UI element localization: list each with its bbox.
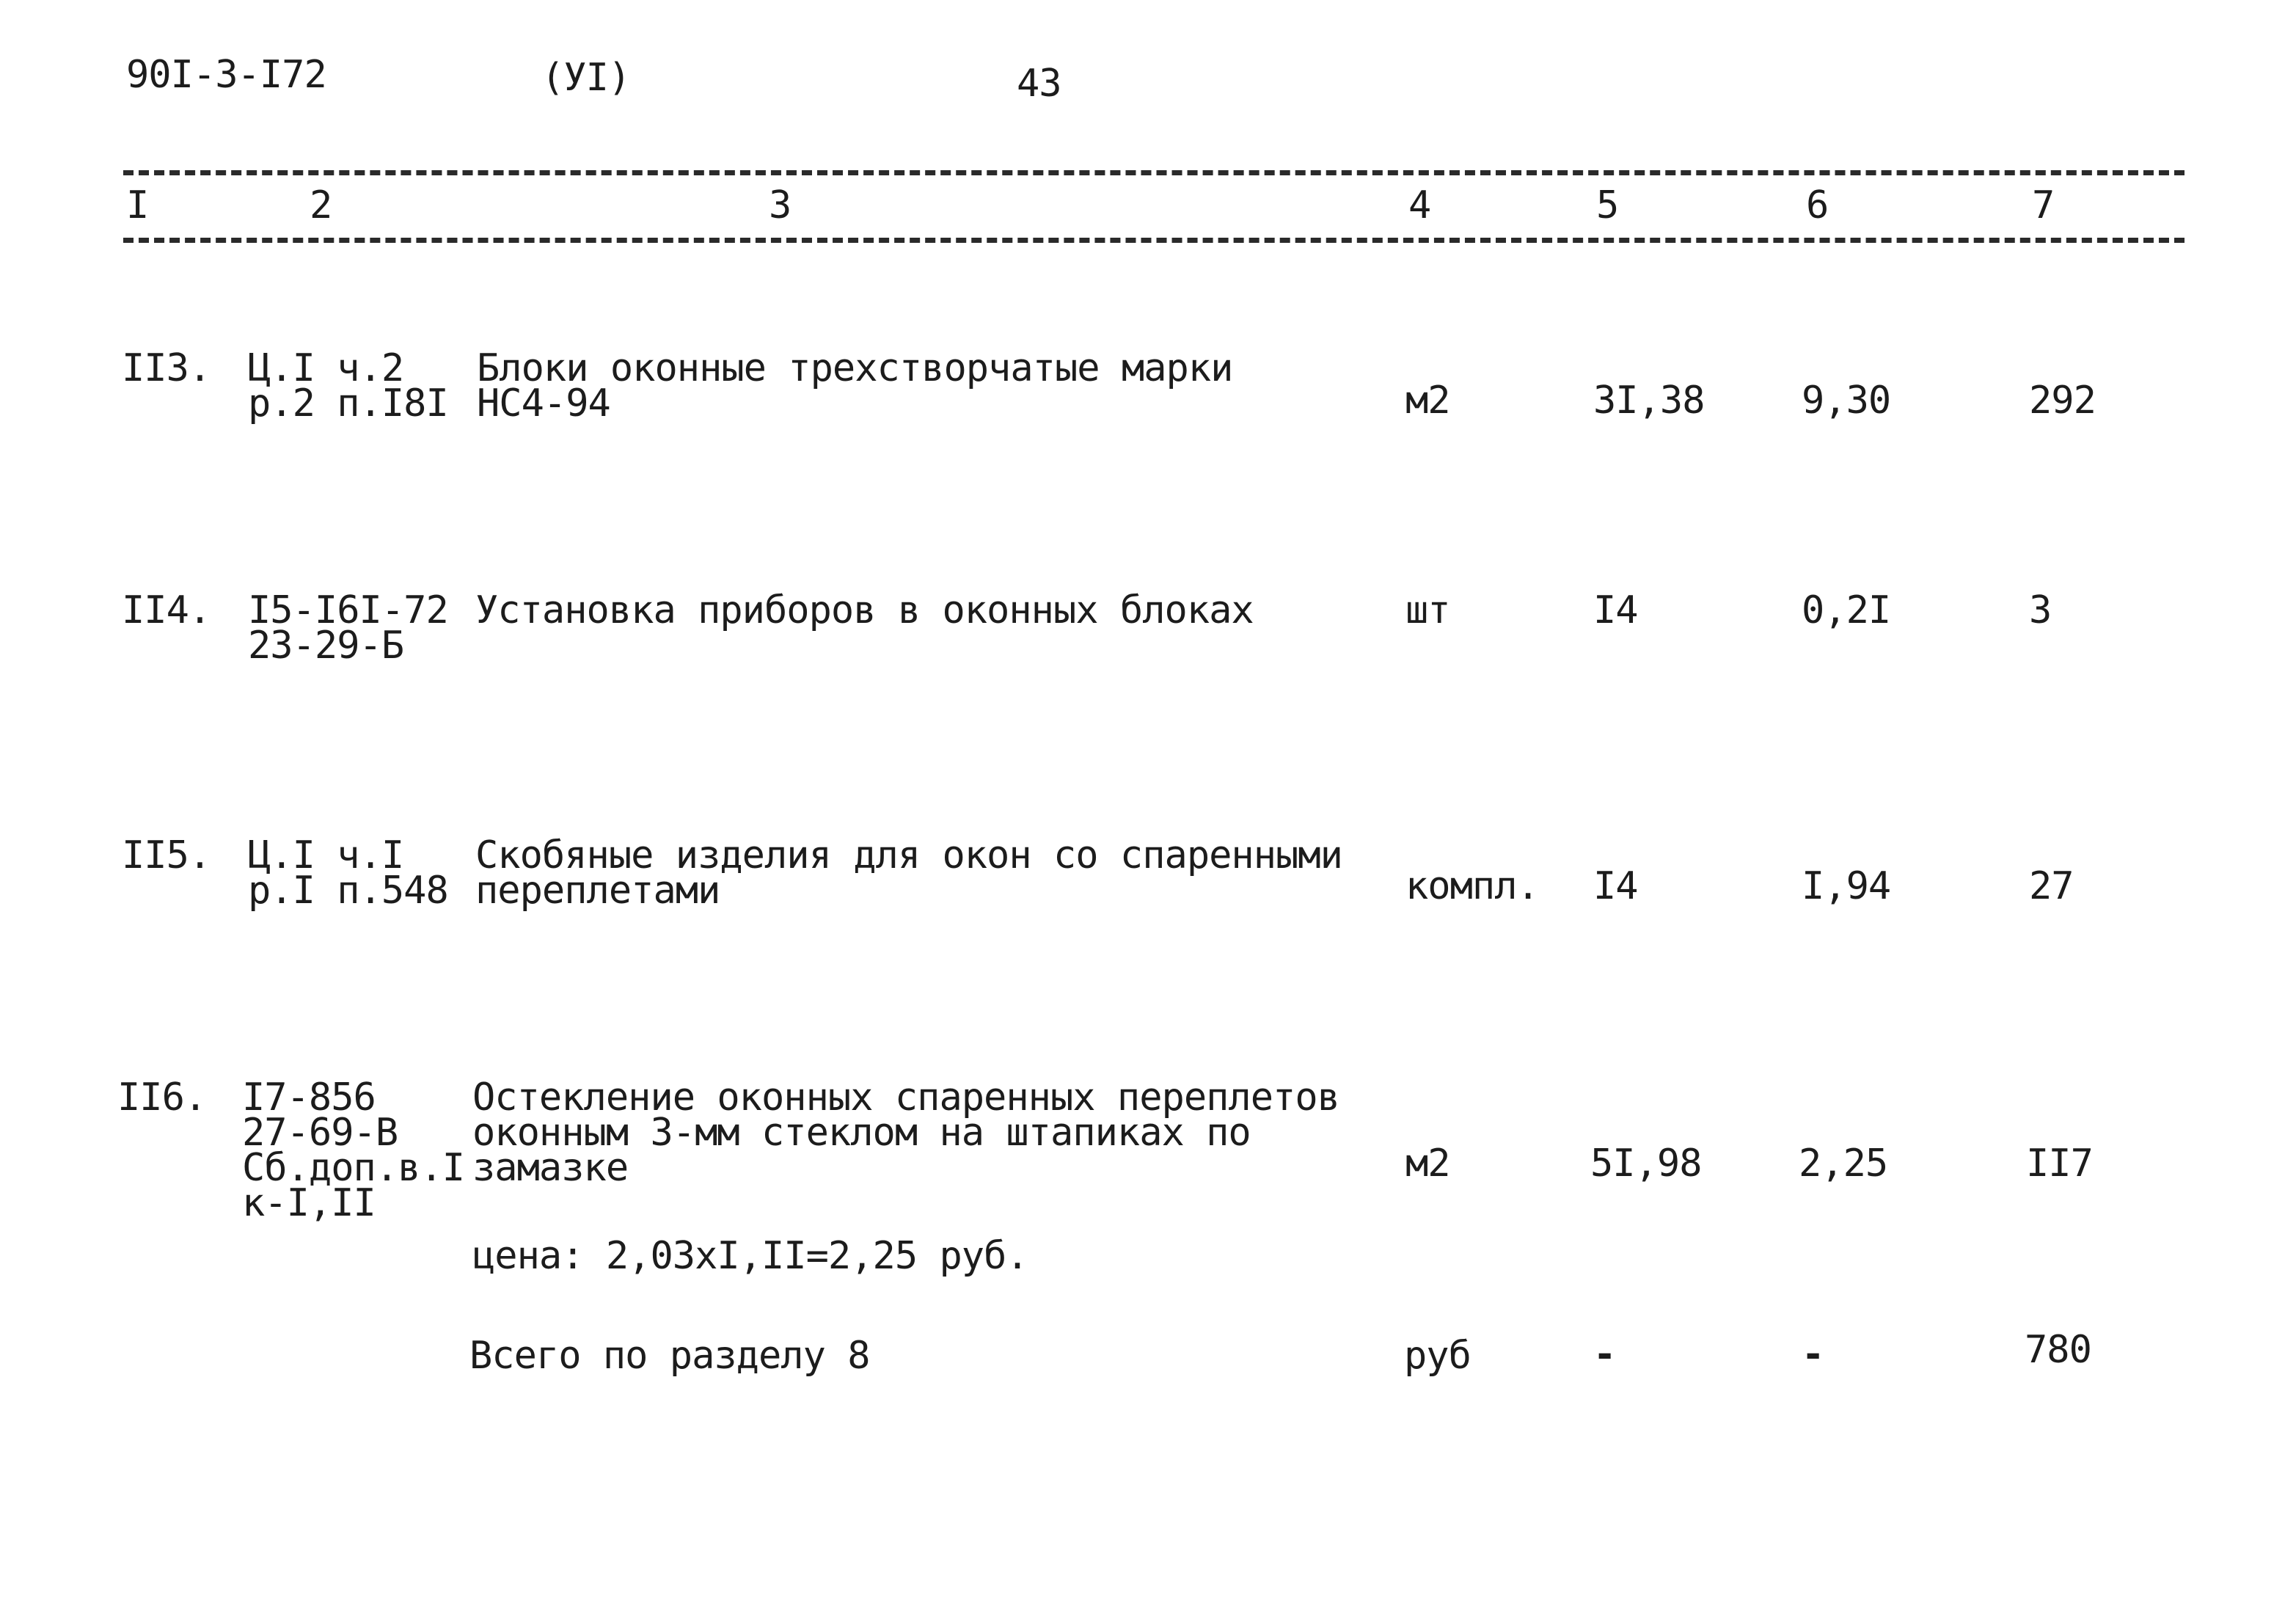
column-number-3: 3: [769, 183, 791, 227]
column-number-7: 7: [2032, 183, 2055, 227]
row-code: Ц.I ч.2 р.2 п.I8I: [248, 346, 448, 426]
row-price: 0,2I: [1802, 588, 1891, 632]
header-rule-top: [123, 170, 2185, 175]
row-number: II5.: [122, 833, 211, 877]
row-unit: м2: [1405, 379, 1450, 423]
column-number-5: 5: [1596, 183, 1619, 227]
row-number: II3.: [122, 346, 211, 390]
section-total-unit: руб: [1404, 1334, 1471, 1378]
column-number-6: 6: [1806, 183, 1829, 227]
row-price-note: цена: 2,03xI,II=2,25 руб.: [472, 1234, 1028, 1278]
row-description: Скобяные изделия для окон со спаренными переплетами: [475, 833, 1342, 913]
row-description: Установка приборов в оконных блоках: [475, 588, 1254, 632]
row-description: Остекление оконных спаренных переплетов оконным 3-мм стеклом на штапиках по замазке: [472, 1076, 1339, 1190]
row-price: 9,30: [1802, 379, 1891, 423]
row-unit: компл.: [1405, 864, 1539, 908]
row-price: 2,25: [1799, 1142, 1888, 1186]
row-unit: м2: [1405, 1142, 1450, 1186]
row-number: II6.: [117, 1076, 207, 1120]
row-code: I7-856 27-69-В Сб.доп.в.I к-I,II: [242, 1076, 465, 1225]
row-quantity: I4: [1593, 864, 1638, 908]
row-unit: шт: [1405, 588, 1450, 632]
section-total-quantity: -: [1593, 1332, 1616, 1376]
section-total-price: -: [1802, 1332, 1824, 1376]
section-total-value: 780: [2025, 1328, 2091, 1372]
row-total: 27: [2029, 864, 2074, 908]
row-price: I,94: [1802, 864, 1891, 908]
document-code: 90I-3-I72: [126, 53, 326, 97]
row-number: II4.: [122, 588, 211, 632]
column-number-2: 2: [310, 183, 332, 227]
column-number-1: I: [126, 183, 149, 227]
row-quantity: 5I,98: [1590, 1142, 1702, 1186]
row-code: Ц.I ч.I р.I п.548: [248, 833, 448, 913]
row-quantity: I4: [1593, 588, 1638, 632]
column-number-4: 4: [1408, 183, 1431, 227]
row-total: 3: [2029, 588, 2052, 632]
row-code: I5-I6I-72 23-29-Б: [248, 588, 448, 668]
volume-label: (УI): [541, 56, 631, 100]
page-number: 43: [1017, 62, 1061, 106]
section-total-label: Всего по разделу 8: [469, 1334, 870, 1378]
row-description: Блоки оконные трехстворчатые марки НС4-94: [477, 346, 1233, 426]
row-total: II7: [2026, 1142, 2093, 1186]
header-rule-bottom: [123, 238, 2185, 243]
row-total: 292: [2029, 379, 2096, 423]
row-quantity: 3I,38: [1593, 379, 1705, 423]
